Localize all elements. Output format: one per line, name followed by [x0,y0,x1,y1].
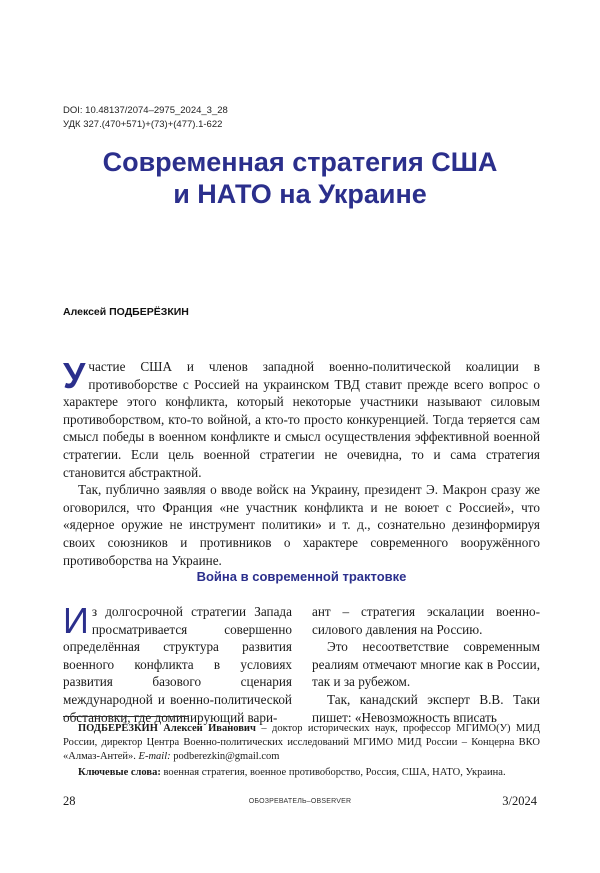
doi[interactable]: DOI: 10.48137/2074–2975_2024_3_28 [63,105,228,116]
footnote-author-name: ПОДБЕРЁЗКИН Алексей Иванович [78,723,256,734]
drop-cap: У [63,355,86,396]
footnote-bio: – доктор исторических наук, профессор МГИМО(У) МИД России, директор Центра Военно-политических исследований МГИМО МИД России – Концерна ВКО «Алмаз-Антей». [63,723,541,763]
author-name: Алексей ПОДБЕРЁЗКИН [63,306,189,318]
page-number: 28 [63,794,76,808]
right-column-paragraph-2: Это несоответствие современным реалиям отмечают многие как в России, так и за рубежом. [312,639,540,690]
keywords-text: военная стратегия, военное противоборство, Россия, США, НАТО, Украина. [160,767,506,778]
author-footnote [63,722,540,765]
email-label: E-mail: [138,751,171,763]
intro-paragraph-1 [63,355,540,481]
section-heading: Война в современной трактовке [196,569,407,584]
text-column-left [63,600,292,726]
intro-text [63,355,540,569]
issue-number: 3/2024 [502,794,537,808]
udc-code: УДК 327.(470+571)+(73)+(477).1-622 [63,118,223,130]
intro-paragraph-1-text: частие США и членов западной военно-политической коалиции в противоборстве с Россией на украинском ТВД ставит прежде всего вопрос о характере этого конфликта, который некоторые участники называют силовым противоборством, кто-то войной, а кто-то просто конкуренцией. Тогда теряется сам смысл победы в военном конфликте и смысл осуществления эффективной военной стратегии. Если цель военной стратегии не очевидна, то и сама стратегия становится абстрактной. [63,359,540,480]
article-identifiers [63,104,228,131]
text-column-right [312,603,540,726]
keywords [63,766,540,780]
footnote-divider [63,716,188,717]
article-title [40,146,560,210]
left-column-paragraph [63,600,292,726]
drop-cap: И [63,600,89,641]
right-column-paragraph-1: ант – стратегия эскалации военно-силового давления на Россию. [312,604,540,637]
email-link[interactable]: podberezkin@gmail.com [170,751,280,763]
keywords-label: Ключевые слова: [78,767,161,778]
title-line-1: Современная стратегия США [102,147,498,177]
intro-paragraph-2: Так, публично заявляя о вводе войск на Украину, президент Э. Макрон сразу же оговорился, что Франция «не участник конфликта и не воюет с Россией», что «ядерное оружие не инструмент политики» и т. д., сознательно дезинформируя своих союзников и противников о характере современного вооружённого противоборства на Украине. [63,482,540,568]
right-column-paragraph-3: Так, канадский эксперт В.В. Таки пишет: «Невозможность вписать [312,691,540,725]
left-column-text: з долгосрочной стратегии Запада просматривается совершенно определённая структура развития военного конфликта в условиях развития базового сценария международной и военно-политической обстановки, где доминирующий вари- [63,604,292,725]
journal-name: ОБОЗРЕВАТЕЛЬ–OBSERVER [248,798,352,805]
title-line-2: и НАТО на Украине [173,179,427,209]
